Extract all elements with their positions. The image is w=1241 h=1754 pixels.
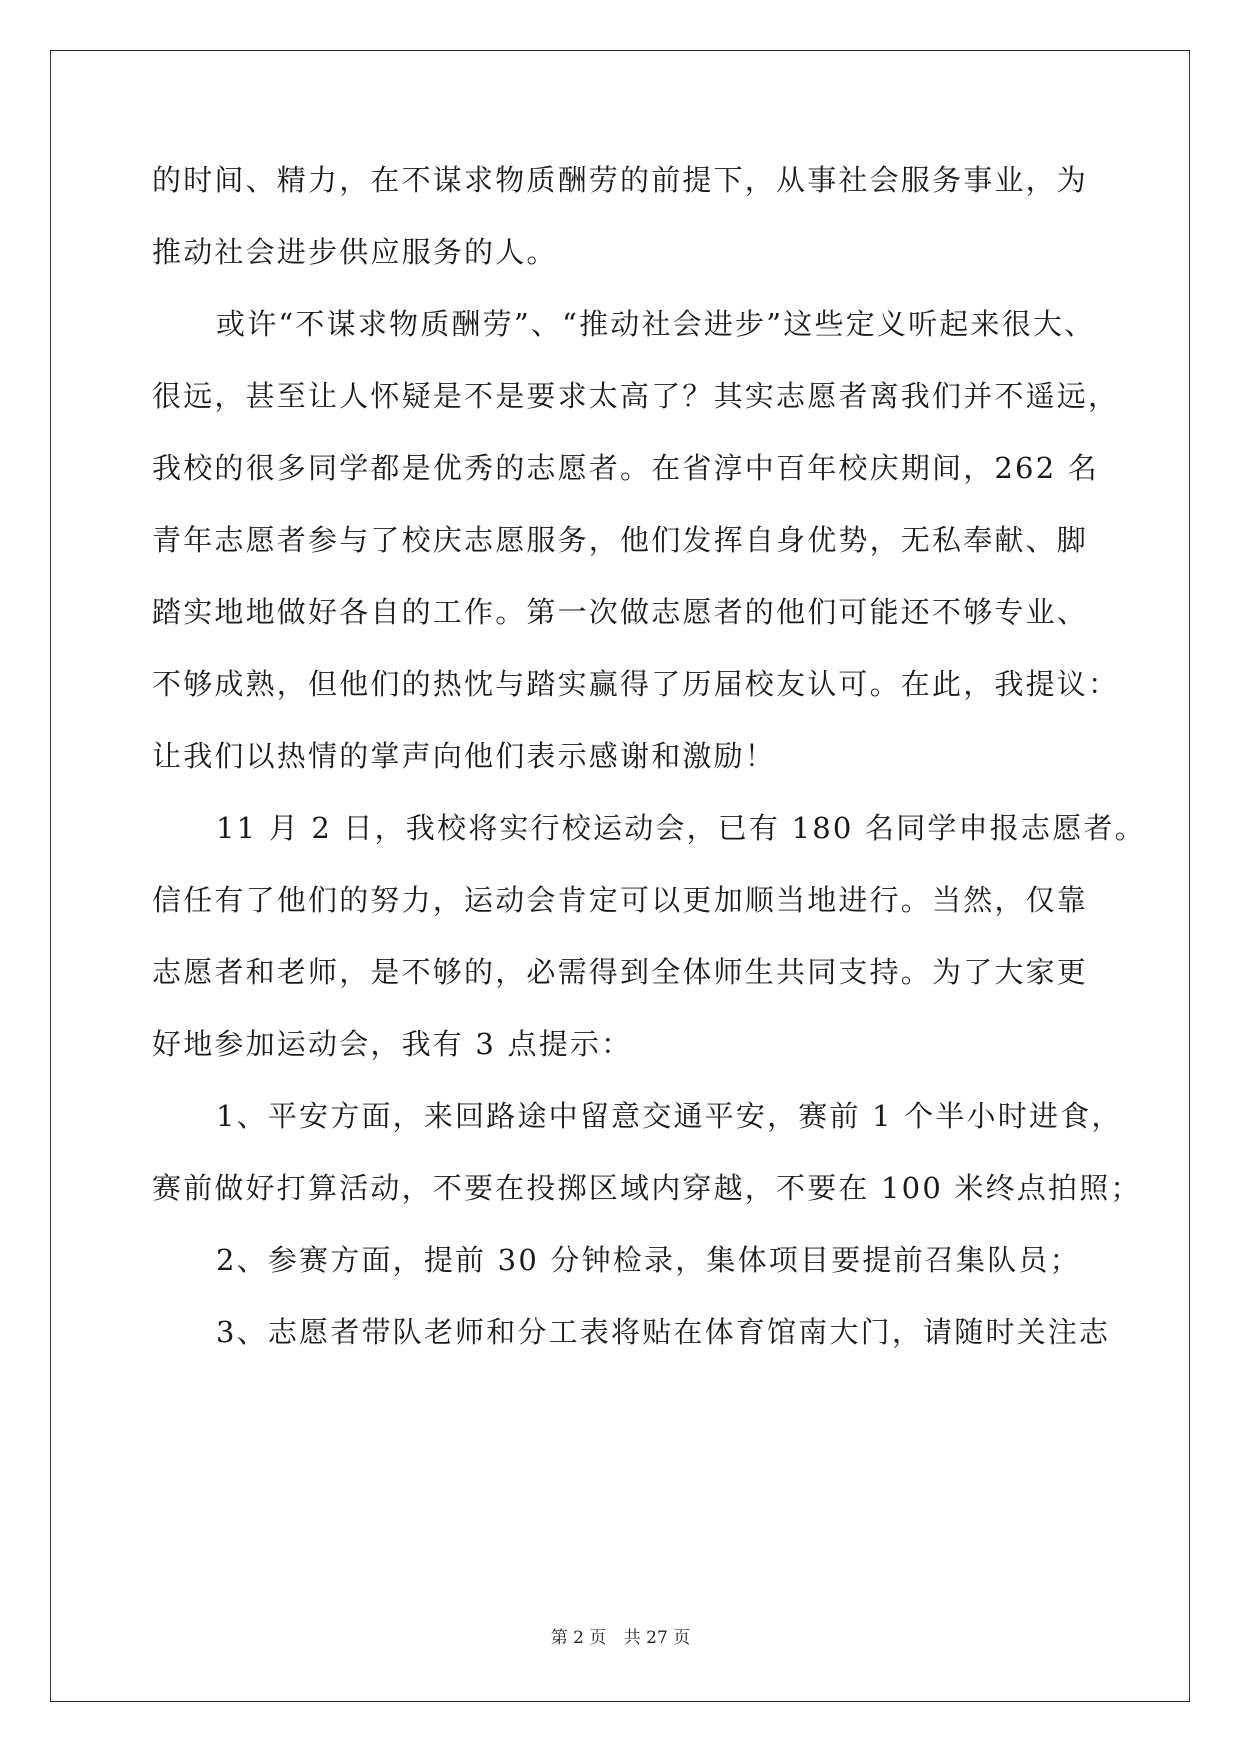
text-line: 3、志愿者带队老师和分工表将贴在体育馆南大门，请随时关注志: [216, 1315, 1111, 1349]
document-body: [152, 162, 1146, 1386]
text-line: 赛前做好打算活动，不要在投掷区域内穿越，不要在 100 米终点拍照；: [152, 1171, 1142, 1205]
text-line: 不够成熟，但他们的热忱与踏实赢得了历届校友认可。在此，我提议：: [152, 667, 1120, 701]
page-footer: [0, 1623, 1241, 1648]
text-line: 我校的很多同学都是优秀的志愿者。在省淳中百年校庆期间，262 名: [152, 451, 1099, 485]
text-line: 信任有了他们的努力，运动会肯定可以更加顺当地进行。当然，仅靠: [152, 883, 1089, 917]
text-line: 让我们以热情的掌声向他们表示感谢和激励！: [152, 739, 777, 773]
page-total: 共 27 页: [623, 1628, 691, 1648]
text-line: 2、参赛方面，提前 30 分钟检录，集体项目要提前召集队员；: [216, 1243, 1081, 1277]
text-line: 1、平安方面，来回路途中留意交通平安，赛前 1 个半小时进食，: [216, 1099, 1123, 1133]
text-line: 志愿者和老师，是不够的，必需得到全体师生共同支持。为了大家更: [152, 955, 1089, 989]
text-line: 好地参加运动会，我有 3 点提示：: [152, 1027, 633, 1061]
text-line: 青年志愿者参与了校庆志愿服务，他们发挥自身优势，无私奉献、脚: [152, 523, 1089, 557]
text-line: 的时间、精力，在不谋求物质酬劳的前提下，从事社会服务事业，为: [152, 163, 1089, 197]
text-line: 推动社会进步供应服务的人。: [152, 235, 558, 269]
page-number: 第 2 页: [550, 1628, 607, 1648]
text-line: 很远，甚至让人怀疑是不是要求太高了？其实志愿者离我们并不遥远，: [152, 379, 1120, 413]
text-line: 11 月 2 日，我校将实行校运动会，已有 180 名同学申报志愿者。: [216, 811, 1146, 845]
text-line: 踏实地地做好各自的工作。第一次做志愿者的他们可能还不够专业、: [152, 595, 1089, 629]
text-line: 或许“不谋求物质酬劳”、“推动社会进步”这些定义听起来很大、: [216, 307, 1096, 341]
